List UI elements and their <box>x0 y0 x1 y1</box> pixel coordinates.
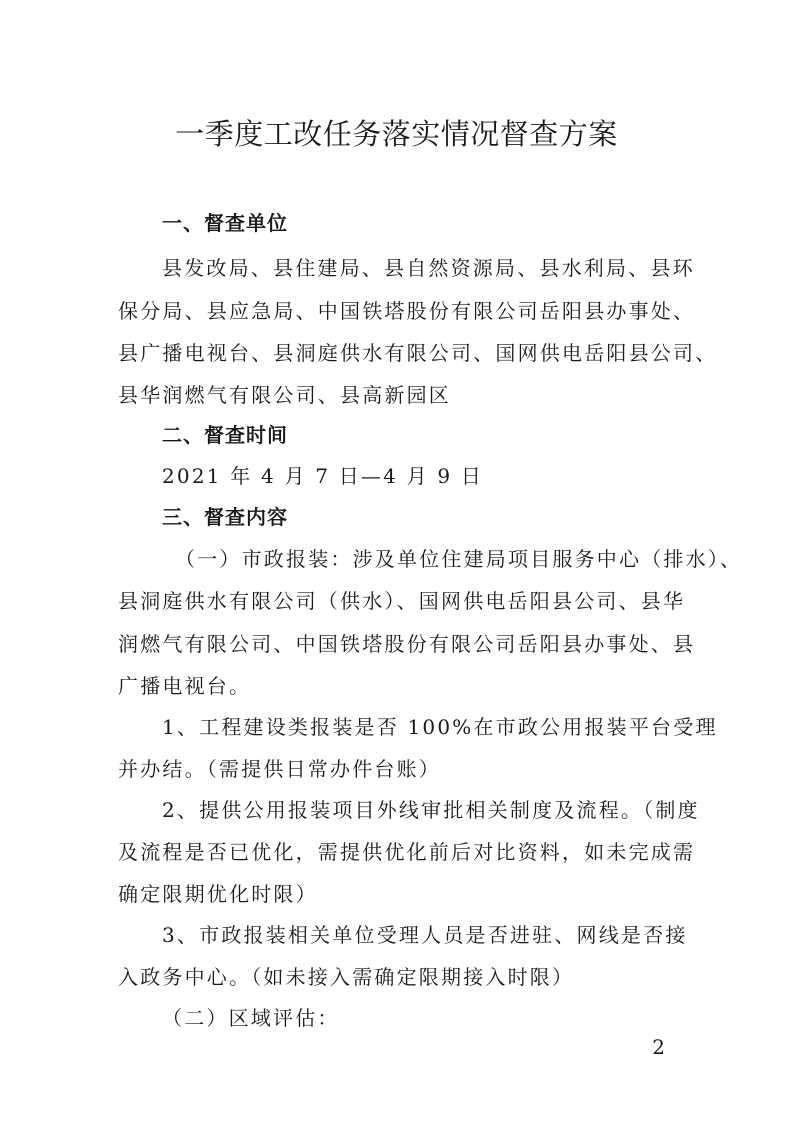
paragraph-line: 润燃气有限公司、中国铁塔股份有限公司岳阳县办事处、县 <box>118 632 696 656</box>
list-item: 3、市政报装相关单位受理人员是否进驻、网线是否接 <box>162 923 688 947</box>
paragraph-line: 县华润燃气有限公司、县高新园区 <box>118 383 451 407</box>
section-heading-time: 二、督查时间 <box>162 423 288 447</box>
section-heading-content: 三、督查内容 <box>162 505 288 529</box>
list-item: 并办结。（需提供日常办件台账） <box>118 757 441 781</box>
list-item: 入政务中心。（如未接入需确定限期接入时限） <box>118 965 575 989</box>
section-heading-units: 一、督查单位 <box>162 211 288 235</box>
page-number: 2 <box>652 1035 665 1059</box>
paragraph-line: 保分局、县应急局、中国铁塔股份有限公司岳阳县办事处、 <box>118 299 696 323</box>
list-item: 1、工程建设类报装是否 100%在市政公用报装平台受理 <box>162 715 718 739</box>
paragraph-line: 广播电视台。 <box>118 674 252 698</box>
paragraph-line: （一）市政报装：涉及单位住建局项目服务中心（排水）、 <box>175 547 743 571</box>
list-item: 确定限期优化时限） <box>118 882 318 906</box>
paragraph-line: 县广播电视台、县洞庭供水有限公司、国网供电岳阳县公司、 <box>118 341 718 365</box>
inspection-date: 2021 年 4 月 7 日—4 月 9 日 <box>162 464 484 488</box>
list-item: 2、提供公用报装项目外线审批相关制度及流程。（制度 <box>162 798 700 822</box>
sub-heading-regional-assessment: （二）区域评估： <box>162 1006 340 1030</box>
list-item: 及流程是否已优化，需提供优化前后对比资料，如未完成需 <box>118 840 696 864</box>
paragraph-line: 县发改局、县住建局、县自然资源局、县水利局、县环 <box>162 256 695 280</box>
document-title: 一季度工改任务落实情况督查方案 <box>175 117 618 151</box>
paragraph-line: 县洞庭供水有限公司（供水）、国网供电岳阳县公司、县华 <box>118 589 686 613</box>
